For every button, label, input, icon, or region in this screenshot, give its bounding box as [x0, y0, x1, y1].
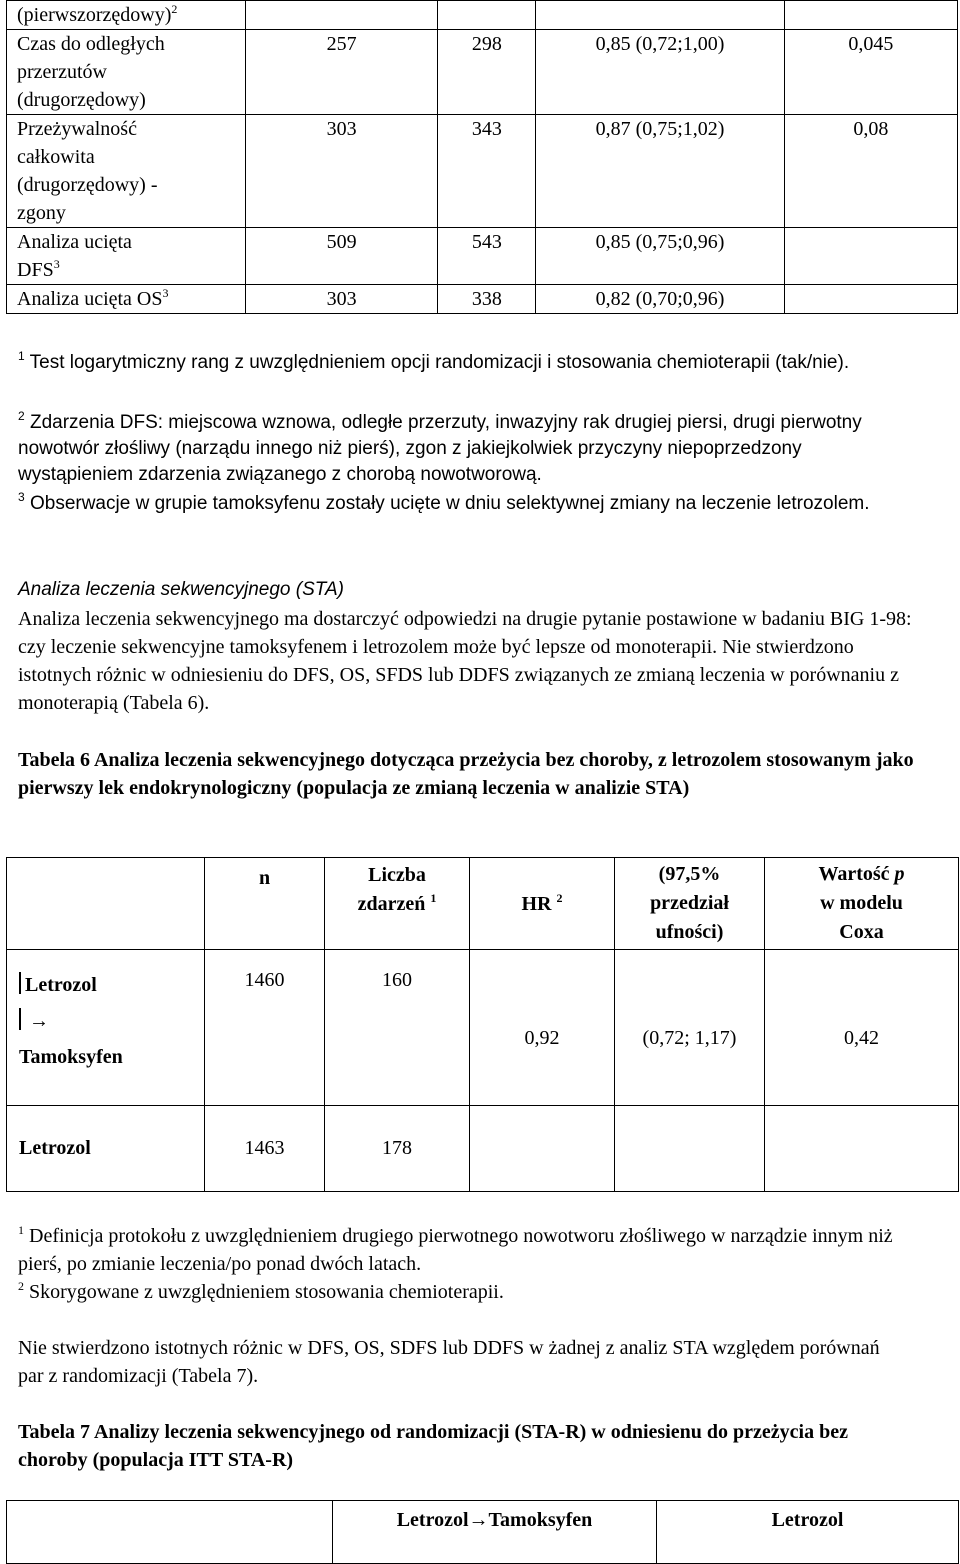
- results-cell-hr: 0,82 (0,70;0,96): [536, 285, 785, 314]
- results-row: [7, 228, 958, 285]
- t7-header-letrozol: Letrozol: [657, 1501, 959, 1564]
- paragraph-sta-comparison: Nie stwierdzono istotnych różnic w DFS, OS, SDFS lub DDFS w żadnej z analiz STA względem porównań par z randomizacji (Tabela 7).: [18, 1337, 880, 1387]
- table7-caption: Tabela 7 Analizy leczenia sekwencyjnego od randomizacji (STA-R) w odniesienu do przeżycia bez choroby (populacja ITT STA-R): [18, 1421, 848, 1471]
- footnote-3: $^3$ Obserwacje w grupie tamoksyfenu zostały ucięte w dniu selektywnej zmiany na leczenie letrozolem.: [18, 490, 870, 514]
- results-cell-p: [784, 285, 957, 314]
- t6-row1-events: 160: [382, 969, 412, 991]
- results-cell-n1: 509: [245, 228, 438, 285]
- t7-header-label: [7, 1501, 333, 1564]
- t6-header-hr: HR $^2$: [521, 891, 563, 915]
- results-row-label: Przeżywalność całkowita (drugorzędowy) - zgony: [7, 115, 246, 228]
- t6-row2-label: Letrozol: [19, 1137, 91, 1159]
- results-cell-p: 0,08: [784, 115, 957, 228]
- results-cell-n2: 543: [438, 228, 536, 285]
- results-cell-hr: 0,87 (0,75;1,02): [536, 115, 785, 228]
- t6-header-events: Liczba zdarzeń $^1$: [357, 864, 437, 915]
- t6-header-p: Wartość p w modelu Coxa: [818, 863, 905, 943]
- results-cell-hr: 0,85 (0,72;1,00): [536, 30, 785, 115]
- t6-row1-n: 1460: [244, 969, 285, 991]
- table7: [6, 1500, 959, 1564]
- results-cell-n1: 303: [245, 285, 438, 314]
- t6-row2-events: 178: [382, 1137, 412, 1159]
- t6-row1-label: Letrozol → Tamoksyfen: [19, 974, 123, 1068]
- results-row: [7, 30, 958, 115]
- t7-header-letrozol-tamoksyfen: Letrozol→Tamoksyfen: [333, 1501, 657, 1564]
- t6-row1-ci: (0,72; 1,17): [642, 1027, 737, 1049]
- results-cell-p: 0,045: [784, 30, 957, 115]
- results-row: [7, 115, 958, 228]
- results-row: [7, 285, 958, 314]
- t6-header-n: n: [258, 867, 271, 889]
- results-cell-n2: 343: [438, 115, 536, 228]
- results-row-label: Czas do odległych przerzutów (drugorzędowy): [7, 30, 246, 115]
- results-cell-hr: [536, 1, 785, 30]
- footnote-1: $^1$ Test logarytmiczny rang z uwzględnieniem opcji randomizacji i stosowania chemioterapii (tak/nie).: [18, 349, 850, 373]
- t6-header-ci: (97,5% przedział ufności): [650, 863, 729, 943]
- t6-footnote-1: $^1$ Definicja protokołu z uwzględnieniem drugiego pierwotnego nowotworu złośliwego w narządzie innym niż pierś, po zmianie leczenia/po ponad dwóch latach.: [18, 1223, 893, 1275]
- results-cell-p: [784, 1, 957, 30]
- results-cell-n1: [245, 1, 438, 30]
- results-cell-n1: 303: [245, 115, 438, 228]
- results-cell-n2: 338: [438, 285, 536, 314]
- results-cell-n2: [438, 1, 536, 30]
- arrow-icon: →: [29, 1010, 49, 1032]
- table6: [6, 857, 959, 1192]
- results-table: [6, 0, 958, 314]
- results-row-label: (pierwszorzędowy)$^2$: [7, 1, 246, 30]
- t6-header-label: [7, 858, 205, 950]
- results-cell-n1: 257: [245, 30, 438, 115]
- t6-footnote-2: $^2$ Skorygowane z uwzględnieniem stosowania chemioterapii.: [18, 1279, 504, 1303]
- table6-caption: Tabela 6 Analiza leczenia sekwencyjnego dotycząca przeżycia bez choroby, z letrozolem stosowanym jako pierwszy lek endokrynologiczny (populacja ze zmianą leczenia w analizie STA): [18, 749, 914, 799]
- results-cell-n2: 298: [438, 30, 536, 115]
- results-row: [7, 1, 958, 30]
- t6-row1-p: 0,42: [844, 1027, 879, 1049]
- footnote-2: $^2$ Zdarzenia DFS: miejscowa wznowa, odległe przerzuty, inwazyjny rak drugiej piersi, drugi pierwotny nowotwór złośliwy (narządu innego niż pierś), zgon z jakiejkolwiek przyczyny niepoprzedzony wystąpieniem zdarzenia związanego z chorobą nowotworową.: [18, 409, 862, 485]
- t6-row2-n: 1463: [244, 1137, 285, 1159]
- section-heading-sta: Analiza leczenia sekwencyjnego (STA): [18, 579, 344, 600]
- t6-row1-hr: 0,92: [524, 1027, 560, 1049]
- results-row-label: Analiza ucięta $OS^3$: [7, 285, 246, 314]
- results-row-label: Analiza ucięta DFS$^3$: [7, 228, 246, 285]
- results-cell-hr: 0,85 (0,75;0,96): [536, 228, 785, 285]
- results-cell-p: [784, 228, 957, 285]
- section-paragraph-sta: Analiza leczenia sekwencyjnego ma dostarczyć odpowiedzi na drugie pytanie postawione w badaniu BIG 1-98: czy leczenie sekwencyjne tamoksyfenem i letrozolem może być lepsze od monoterapii. Nie stwierdzono istotnych różnic w odniesieniu do DFS, OS, SFDS lub DDFS związanych ze zmianą leczenia w porównaniu z monoterapią (Tabela 6).: [18, 608, 912, 714]
